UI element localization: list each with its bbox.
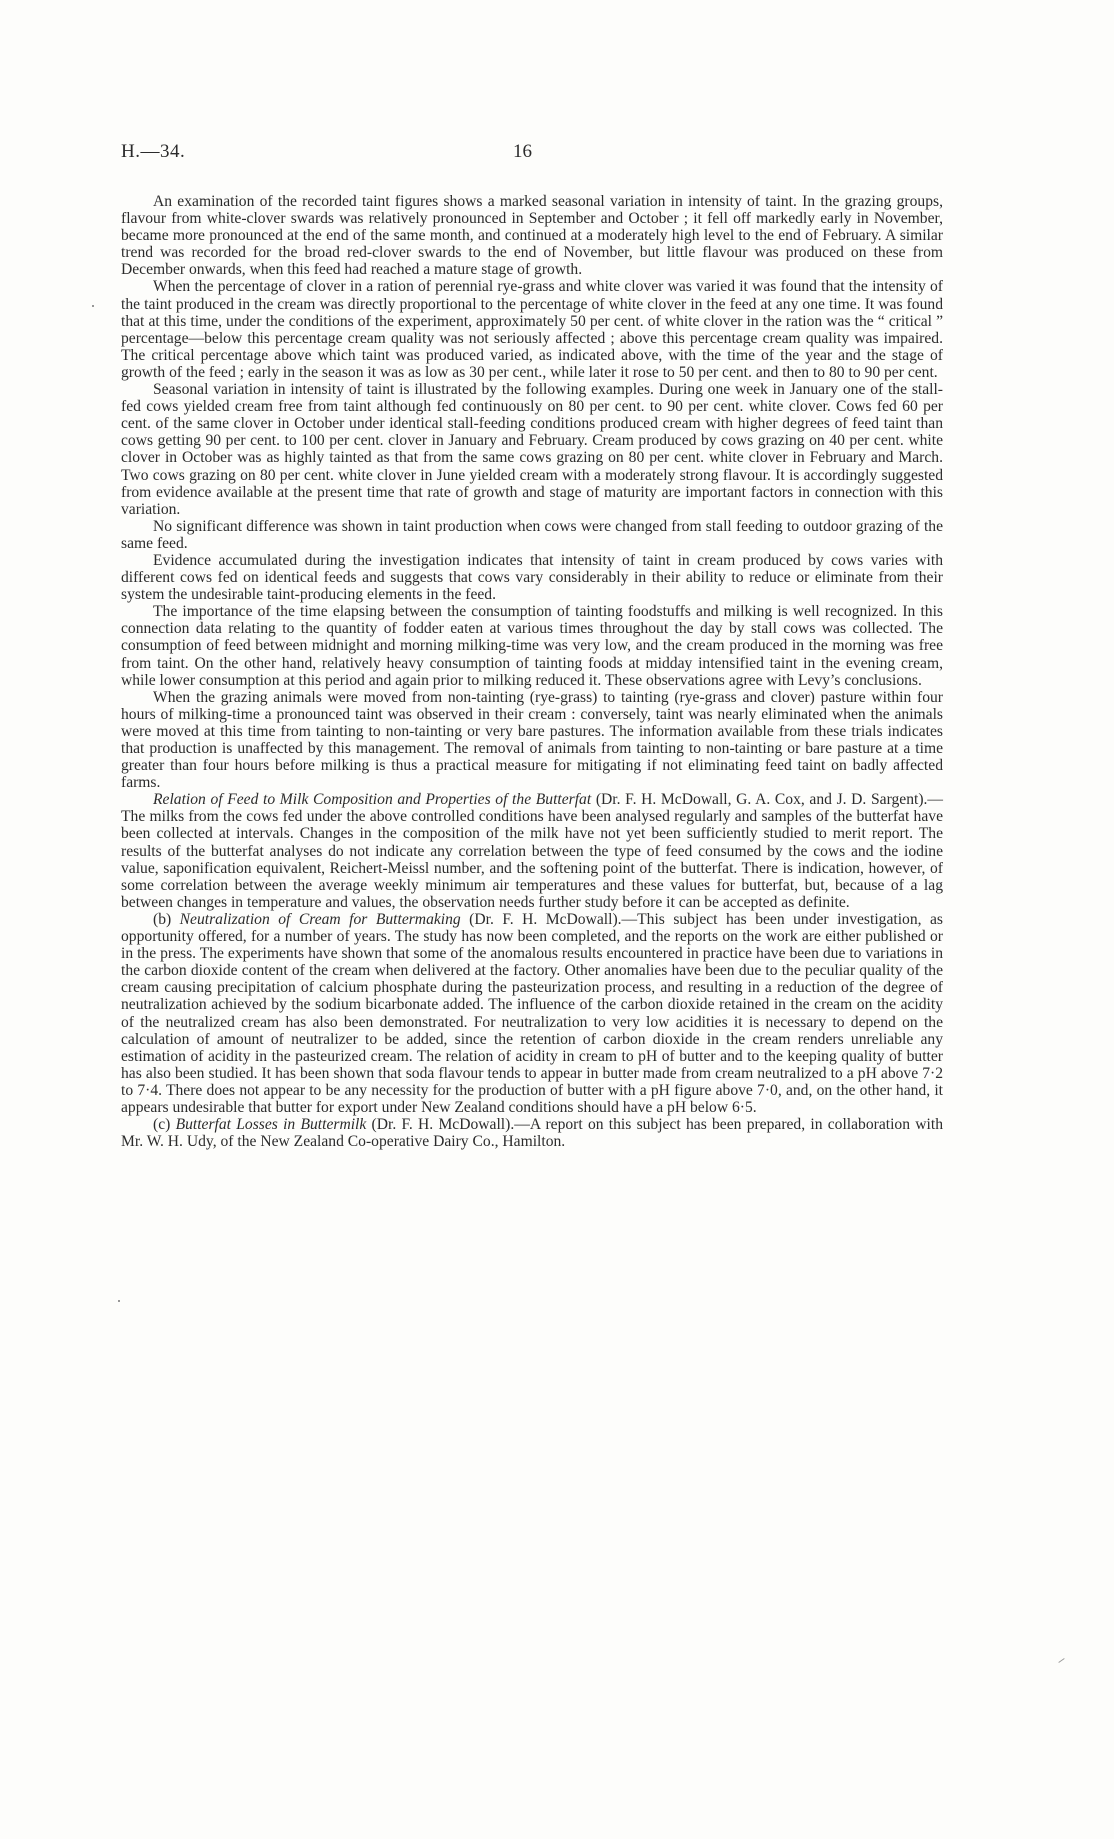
scan-speck [92,305,94,307]
paragraph-taint-examples: Seasonal variation in intensity of taint is illustrated by the following examples. During one week in January one of the stall-fed cows yielded cream free from taint although fed continuously on 80 per cent. to 90 per cent. white clover. Cows fed 60 per cent. of the same clover in October under identical stall-feeding conditions produced cream with higher degrees of feed taint than cows getting 90 per cent. to 100 per cent. clover in January and February. Cream produced by cows grazing on 40 per cent. white clover in October was as highly tainted as that from the same cows grazing on 80 per cent. white clover in February and March. Two cows grazing on 80 per cent. white clover in June yielded cream with a moderately strong flavour. It is accordingly suggested from evidence available at the present time that rate of growth and stage of maturity are important factors in connection with this variation. [121,381,943,518]
paragraph-clover-percentage: When the percentage of clover in a ration of perennial rye-grass and white clover was varied it was found that the intensity of the taint produced in the cream was directly proportional to the percentage of white clover in the feed at any one time. It was found that at this time, under the conditions of the experiment, approximately 50 per cent. of white clover in the ration was the “ critical ” percentage—below this percentage cream quality was not seriously affected ; above this percentage cream quality was impaired. The critical percentage above which taint was produced varied, as indicated above, with the time of the year and the stage of growth of the feed ; early in the season it was as low as 30 per cent., while later it rose to 50 per cent. and then to 80 to 90 per cent. [121,278,943,381]
paragraph-seasonal-variation: An examination of the recorded taint figures shows a marked seasonal variation in intensity of taint. In the grazing groups, flavour from white-clover swards was relatively pronounced in September and October ; it fell off markedly early in November, became more pronounced at the end of the same month, and continued at a moderately high level to the end of February. A similar trend was recorded for the broad red-clover swards to the end of November, but little flavour was produced on these from December onwards, when this feed had reached a mature stage of growth. [121,193,943,279]
section-label-c: (c) [153,1116,176,1134]
paragraph-feeding-time: The importance of the time elapsing between the consumption of tainting foodstuffs and milking is well recognized. In this connection data relating to the quantity of fodder eaten at various times throughout the day by stall cows was collected. The consumption of feed between midnight and morning milking-time was very low, and the cream produced in the morning was free from taint. On the other hand, relatively heavy consumption of tainting foods at midday intensified taint in the evening cream, while lower consumption at this period and again prior to milking reduced it. These observations agree with Levy’s conclusions. [121,603,943,689]
section-title-butterfat-losses: Butterfat Losses in Buttermilk [175,1116,367,1134]
paragraph-milk-composition [121,791,943,911]
page-number: 16 [513,141,532,162]
body-text [121,193,943,1150]
paragraph-pasture-movement: When the grazing animals were moved from non-tainting (rye-grass) to tainting (rye-grass and clover) pasture within four hours of milking-time a pronounced taint was observed in their cream : conversely, taint was nearly eliminated when the animals were moved at this time from tainting to non-tainting or very bare pastures. The information available from these trials indicates that production is unaffected by this management. The removal of animals from tainting to non-tainting or bare pasture at a time greater than four hours before milking is thus a practical measure for mitigating if not eliminating feed taint on badly affected farms. [121,688,943,792]
section-label-b: (b) [153,910,180,928]
page-header [121,141,941,165]
scan-mark [1058,1658,1064,1663]
paragraph-neutralization [121,911,943,1116]
butterfat-losses-text: (Dr. F. H. McDowall).—A report on this subject has been prepared, in collaboration with Mr. W. H. Udy, of the New Zealand Co-operative Dairy Co., Hamilton. [121,1116,943,1151]
section-title-milk-composition: Relation of Feed to Milk Composition and Properties of the Butterfat [153,791,592,809]
paragraph-butterfat-losses [121,1116,943,1150]
document-reference: H.—34. [121,141,186,162]
paragraph-stall-vs-grazing: No significant difference was shown in taint production when cows were changed from stall feeding to outdoor grazing of the same feed. [121,517,943,552]
milk-composition-text: (Dr. F. H. McDowall, G. A. Cox, and J. D. Sargent).—The milks from the cows fed under the above controlled conditions have been analysed regularly and samples of the butterfat have been collected at intervals. Changes in the composition of the milk have not yet been sufficiently studied to merit report. The results of the butterfat analyses do not indicate any correlation between the type of feed consumed by the cows and the iodine value, saponification equivalent, Reichert-Meissl number, and the softening point of the butterfat. There is indication, however, of some correlation between the average weekly minimum air temperatures and these values for butterfat, but, because of a lag between changes in temperature and values, the observation needs further study before it can be accepted as definite. [121,791,944,911]
scan-speck [118,1300,120,1302]
section-title-neutralization: Neutralization of Cream for Buttermaking [179,910,461,928]
paragraph-cow-variation: Evidence accumulated during the investigation indicates that intensity of taint in cream produced by cows varies with different cows fed on identical feeds and suggests that cows vary considerably in their ability to reduce or eliminate from their system the undesirable taint-producing elements in the feed. [121,551,943,604]
neutralization-text: (Dr. F. H. McDowall).—This subject has been under investigation, as opportunity offered, for a number of years. The study has now been completed, and the reports on the work are either published or in the press. The experiments have shown that some of the anomalous results encountered in practice have been due to variations in the carbon dioxide content of the cream when delivered at the factory. Other anomalies have been due to the peculiar quality of the cream causing precipitation of calcium phosphate during the pasteurization process, and resulting in a reduction of the degree of neutralization achieved by the sodium bicarbonate added. The influence of the carbon dioxide retained in the cream on the acidity of the neutralized cream has also been demonstrated. For neutralization to very low acidities it is necessary to depend on the calculation of amount of neutralizer to be added, since the retention of carbon dioxide in the cream renders unreliable any estimation of acidity in the pasteurized cream. The relation of acidity in cream to pH of butter and to the keeping quality of butter has also been studied. It has been shown that soda flavour tends to appear in butter made from cream neutralized to a pH above 7·2 to 7·4. There does not appear to be any necessity for the production of butter with a pH figure above 7·0, and, on the other hand, it appears undesirable that butter for export under New Zealand conditions should have a pH below 6·5. [121,910,943,1116]
